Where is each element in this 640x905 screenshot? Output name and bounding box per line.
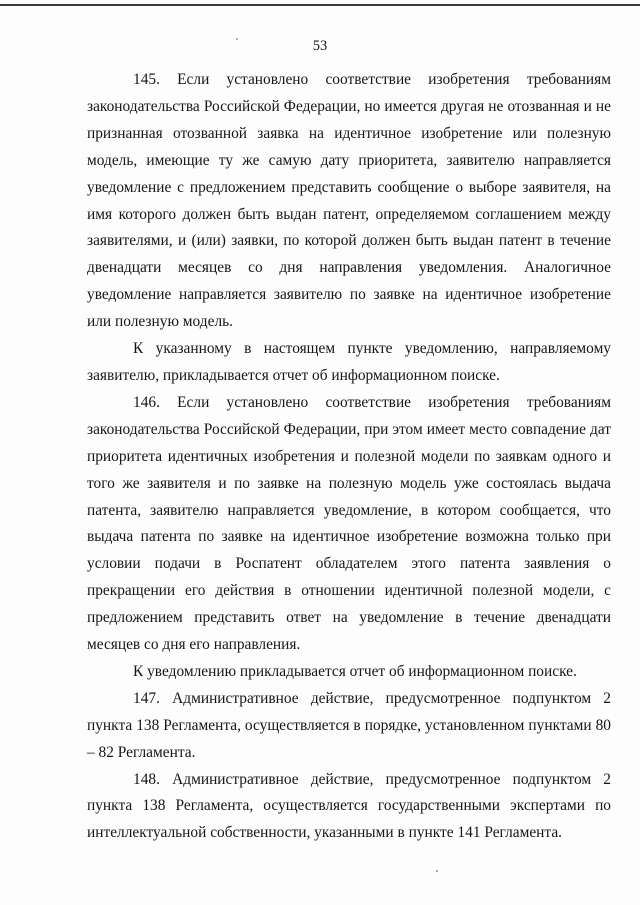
paragraph-147: 147. Административное действие, предусмотренное подпунктом 2 пункта 138 Регламента, осуществляется в порядке, установленном пунктами 80 – 82 Регламента. bbox=[87, 689, 611, 761]
page-number: 53 bbox=[312, 38, 328, 54]
paragraph-145-note: К указанному в настоящем пункте уведомлению, направляемому заявителю, прикладывается отчет об информационном поиске. bbox=[87, 340, 611, 384]
top-edge-line bbox=[0, 4, 640, 6]
paragraph-146: 146. Если установлено соответствие изобретения требованиям законодательства Российской Федерации, при этом имеет место совпадение дат приоритета идентичных изобретения и полезной модели по заявкам одного и того же заявителя и по заявке на полезную модель уже состоялась выдача патента, заявителю направляется уведомление, в котором сообщается, что выдача патента по заявке на идентичное изобретение возможна только при условии подачи в Роспатент обладателем этого патента заявления о прекращении его действия в отношении идентичной полезной модели, с предложением представить ответ на уведомление в течение двенадцати месяцев со дня его направления. bbox=[87, 393, 611, 654]
scan-speck bbox=[436, 870, 438, 872]
paragraph-146-note: К уведомлению прикладывается отчет об информационном поиске. bbox=[133, 662, 577, 680]
paragraph-148: 148. Административное действие, предусмотренное подпунктом 2 пункта 138 Регламента, осуществляется государственными экспертами по интеллектуальной собственности, указанными в пункте 141 Регламента. bbox=[87, 770, 611, 842]
document-body bbox=[87, 67, 611, 847]
paragraph-145: 145. Если установлено соответствие изобретения требованиям законодательства Российской Федерации, но имеется другая не отозванная и не признанная отозванной заявка на идентичное изобретение или полезную модель, имеющие ту же самую дату приоритета, заявителю направляется уведомление с предложением представить сообщение о выборе заявителя, на имя которого должен быть выдан патент, определяемом соглашением между заявителями, и (или) заявки, по которой должен быть выдан патент в течение двенадцати месяцев со дня направления уведомления. Аналогичное уведомление направляется заявителю по заявке на идентичное изобретение или полезную модель. bbox=[87, 71, 611, 331]
